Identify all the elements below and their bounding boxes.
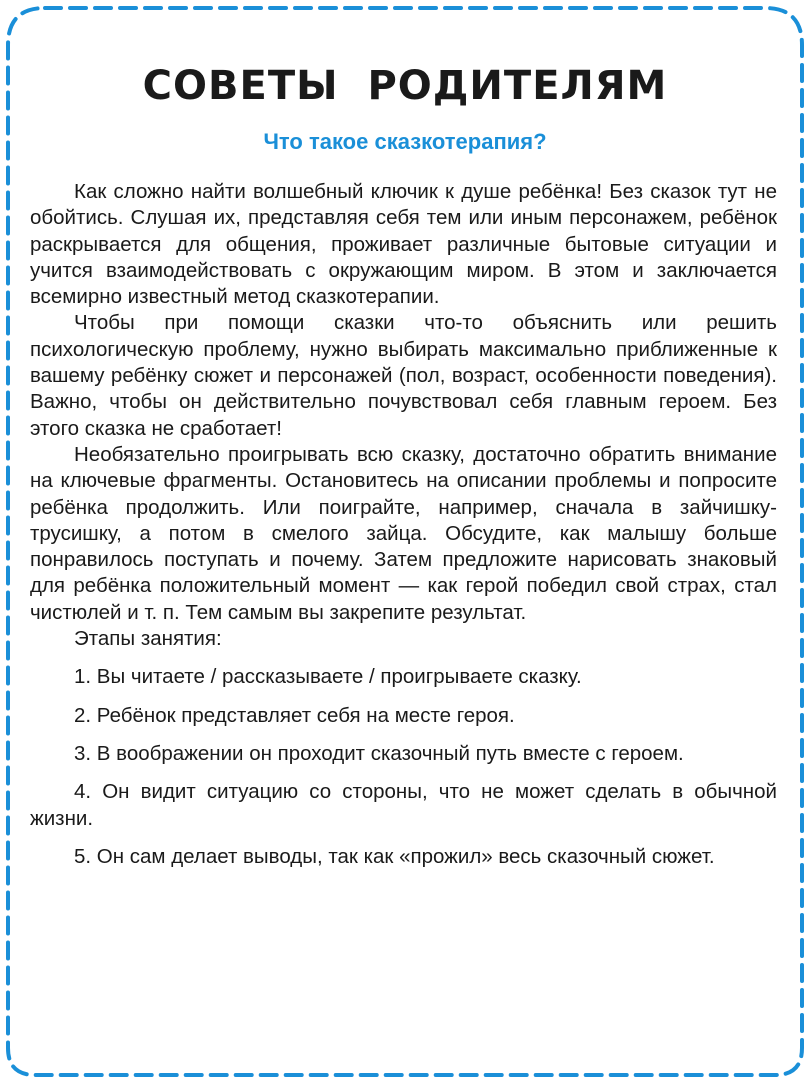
stages-list	[30, 664, 777, 870]
paragraph-key-fragments: Необязательно проигрывать всю сказку, достаточно обратить внимание на ключевые фрагменты. Остановитесь на описании проблемы и попросите ребёнка продолжить. Или поиграйте, например, сначала в зайчишку-трусишку, а потом в смелого зайца. Обсудите, как малышу больше понравилось поступать и почему. Затем предложите нарисовать знаковый для ребёнка положительный момент — как герой победил свой страх, стал чистюлей и т. п. Тем самым вы закрепите результат.	[30, 442, 777, 624]
page-subtitle: Что такое сказкотерапия?	[263, 129, 547, 154]
paragraph-intro: Как сложно найти волшебный ключик к душе ребёнка! Без сказок тут не обойтись. Слушая их, представляя себя тем или иным персонажем, ребёнок раскрывается для общения, проживает различные бытовые ситуации и учится взаимодействовать с окружающим миром. В этом и заключается всемирно известный метод сказкотерапии.	[30, 180, 777, 309]
stage-item: 3. В воображении он проходит сказочный путь вместе с героем.	[74, 741, 684, 765]
stage-item: 4. Он видит ситуацию со стороны, что не может сделать в обычной жизни.	[30, 780, 777, 830]
paragraph-choose-story: Чтобы при помощи сказки что-то объяснить или решить психологическую проблему, нужно выбирать максимально приближенные к вашему ребёнку сюжет и персонажей (пол, возраст, особенности поведения). Важно, чтобы он действительно почувствовал себя главным героем. Без этого сказка не сработает!	[30, 311, 777, 440]
stages-heading: Этапы занятия:	[74, 627, 222, 651]
stage-item: 2. Ребёнок представляет себя на месте героя.	[74, 703, 515, 727]
stage-item: 5. Он сам делает выводы, так как «прожил» весь сказочный сюжет.	[74, 844, 715, 868]
page-title: СОВЕТЫ РОДИТЕЛЯМ	[142, 63, 668, 109]
stage-item: 1. Вы читаете / рассказываете / проигрываете сказку.	[74, 665, 582, 689]
article-body	[30, 179, 777, 882]
